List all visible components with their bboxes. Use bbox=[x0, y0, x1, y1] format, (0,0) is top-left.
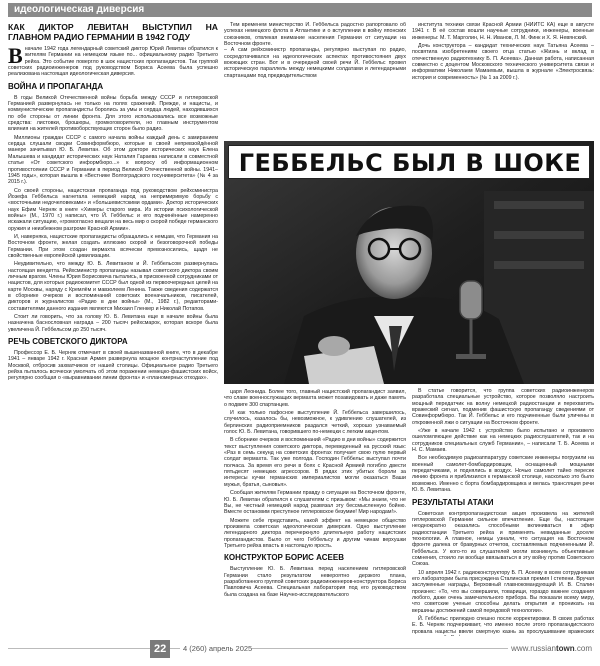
photo-banner bbox=[228, 145, 590, 179]
intro-text: начале 1942 года легендарный советский диктор Юрий Левитан обратился к жителям Германии на немецком языке по... официальному радио Третьего рейха. Это событие повергло в шок нацистских пропагандистов. Так группой советских радиоинженеров под руководством Бориса Асеева была успешно реализована настоящая идеологическая диверсия. bbox=[8, 46, 218, 78]
subheading-results: РЕЗУЛЬТАТЫ АТАКИ bbox=[412, 497, 494, 507]
paragraph: В сборнике очерков и воспоминаний «Радио в дни войны» содержится текст выступления советского диктора, переведенный на русский язык: «Раз в семь секунд на советских фронтах получает свою пулю первый солдат вермахта. Так уже полгода. Господин Геббельс выступал почти полчаса. За время его речи в боях с Красной Армией погибло двести пятьдесят немецких агрессоров. В рядах этих убитых бороли за интересы кучки германских империалистов могли оказаться Ваши мужья, братья, сыновья». bbox=[224, 437, 406, 488]
paragraph: И как только пафосное выступление Й. Геббельса завершилось, случилось, казалось бы, невозможное, к удивлению слушателей, из берлинских радиоприемников раздался четкий, хорошо узнаваемый голос Ю. Б. Левитана, говорившего по-немецки с легким акцентом. bbox=[224, 410, 406, 436]
footer-rule bbox=[8, 648, 592, 649]
subheading-voice: РЕЧЬ СОВЕТСКОГО ДИКТОРА bbox=[8, 337, 128, 347]
paragraph: Сообщая жителям Германии правду о ситуации на Восточном фронте, Ю. Б. Левитан обратился к слушателям с призывом: «Мы знаем, что не Вы, не честный немецкий народ развязал эту бессмысленную бойню. Вместе остановим преступное гитлеровское безумие! Мир народам!». bbox=[224, 490, 406, 516]
section-label: идеологическая диверсия bbox=[14, 4, 145, 15]
issue-label: 4 (260) апрель 2025 bbox=[180, 642, 252, 656]
paragraph: И, наверняка, нацистские пропагандисты обращались к немцам, что Германия на Восточном фронте, желая создать иллюзию скорой и безоговорочной победы Германии. При этом создан вермахта всячески превозносились, щадя не свойственные европейской цивилизации. bbox=[8, 233, 218, 259]
paragraph: Советская контрпропагандистская акция произвела на жителей гитлеровской Германии сильное впечатление. Еще бы, настоящее неоднократно оказались способными вклиниваться в эфир радиостанции Третьего рейха и применять невиданные доселе технологии. А главное, немцы узнали, что ситуация на Восточном фронте далека от бравурных отчетов, составляемых подчиненными Й. Геббельса. У кого-то из слушателей могли возникнуть объективные сомнения, стоило ли вообще ввязываться в эту войну против Советского Союза. bbox=[412, 510, 594, 568]
article-column-1 bbox=[8, 22, 218, 634]
site-url bbox=[508, 642, 592, 656]
paragraph: Стоит ли говорить, что за голову Ю. Б. Левитана еще в начале войны была назначена баснословная награда – 200 тысяч рейхсмарок, которая вскоре была увеличена Й. Геббельсом до 250 тысяч. bbox=[8, 314, 218, 333]
paragraph: Профессор Е. Б. Черняк отмечает в своей вышеназванной книге, что в декабре 1941 – январе 1942 г. Красная Армия развернула мощное контрнаступление под Москвой, отбросив захватчиков от нашей столицы. Официальное радио Третьего рейха пыталось всячески умолчать об этом поражении немецко-фашистских войск, регулярно сообщая о «выравнивании линии фронта» и «планомерных отходах». bbox=[8, 350, 218, 382]
page-footer bbox=[0, 640, 600, 660]
site-suffix: .com bbox=[574, 644, 592, 653]
intro-paragraph bbox=[8, 43, 218, 78]
paragraph: Все необходимую радиоаппаратуру советские инженеры погрузили на военный самолет-бомбардировщик, оснащенный мощными передатчиками, и поднялись в воздух. Ночью самолет тайно пересек линию фронта и приблизился к германской столице, насколько это было возможно. Именно с борта бомбардировщика и велась трансляция речи Ю. Б. Левитана. bbox=[412, 455, 594, 494]
photo-title: ГЕББЕЛЬС БЫЛ В ШОКЕ bbox=[238, 149, 582, 177]
paragraph: царя Леонида. Более того, главный нацистский пропагандист заявил, что славе военнослужащих вермахта может позавидовать и даже память о подвиге 300 спартанцев. bbox=[224, 389, 406, 408]
paragraph: Со своей стороны, нацистская пропаганда под руководством рейхсминистра Йозефа Геббельса нагнетала немецкий народ на непримиримую борьбу с «восточными недочеловеками» и «большевистскими ордами». Доктор исторических наук Ефим Черняк в книге «Химеры старого мира. Из истории психологической войны» (М., 1970 г.) написал, что Й. Геббельс и его подчинённые намеренно искажали ситуацию, «громогласно вещали на весь мир о скорой победе германского оружия и неизбежном разгроме Красной Армии». bbox=[8, 187, 218, 232]
paragraph: В годы Великой Отечественной войны борьба между СССР и гитлеровской Германией развернулась не только на полях сражений. Прежде, и нацисты, и коммунистические пропагандисты боролись за умы и сердца людей, находившихся по обе стороны от линии фронта. Для этого использовались все возможные средства: листовки, брошюры, громкоговорители, но главным инструментом влияния на жителей противоборствующих сторон было радио. bbox=[8, 94, 218, 133]
paragraph: института техники связи Красной Армии (НИИТС КА) еще в августе 1941 г. В её состав вошли научные сотрудники, инженеры, военные инженеры: М. Т. Марголин, Н. Н. Иванов, Л. М. Финк и Х. Я. Невянский. bbox=[412, 22, 594, 41]
header-bar bbox=[0, 0, 600, 18]
paragraph: Неудивительно, что между Ю. Б. Левитаном и Й. Геббельсом развернулась настоящая вендетта. Рейхсминистр пропаганды называл советского диктора своим личным врагом. Члены Юрия Борисовича пытались, в присвоенной сотрудниками от нацистов, для которых радиокомитет СССР был одной из первоочередных целей на карте Москвы, наряду с Кремлём и мавзолеем Ленина. Также сведения содержатся в сборнике очерков и воспоминаний советских военачальников, писателей, дикторов и журналистов «Радио в дни войны» (М., 1982 г.), редакторами-составителями данного издания являются Михаил Гленкер и Николай Потапов. bbox=[8, 261, 218, 312]
paragraph: Миллионы граждан СССР с самого начала войны каждый день с замиранием сердца слушали сводки Совинформбюро, которые в своей непревзойдённой манере зачитывал Ю. Б. Левитан. Об этом докторе исторических наук Елена Малышева и кандидат исторических наук Наталия Гараева написали в совместной статье «От советского информбюро...» к вопросу об информационном противостоянии СССР и Германии в период Великой Отечественной войны. 1941–1945 годы», которая вышла в «Вестнике Волгоградского госуниверситета» (№ 4 за 2015 г.). bbox=[8, 134, 218, 186]
paragraph: Можете себе представить, какой эффект на немецкое общество произвела советская идеологическая диверсия. Одно выступление легендарного диктора перечеркнуло длительную работу нацистских пропагандистов. Было от чего Геббельсу и другим чинам верхушки Третьего рейха впасть в настоящую ярость. bbox=[224, 517, 406, 549]
drop-cap: В bbox=[8, 43, 23, 68]
paragraph: 10 апреля 1942 г. радиоконструктору Б. П. Асееву в всем сотрудникам его лаборатории была присуждена Сталинская премия I степени. Вручая заслуженные награды, Верховный главнокомандующий И. В. Сталин произнес: «То, что вы совершили, товарищи, гораздо важнее создания любого, даже очень замечательного прибора. Вы показали всему миру, что советские ученые способны делать открытия и проникать на вершины достижений самой передовой технологии». bbox=[412, 569, 594, 614]
subheading-constructor: КОНСТРУКТОР БОРИС АСЕЕВ bbox=[224, 553, 344, 563]
subheading-war: ВОЙНА И ПРОПАГАНДА bbox=[8, 81, 104, 91]
paragraph: Выступление Ю. Б. Левитана перед населением гитлеровской Германии стало результатом невероятно дерзкого плана, разработанного группой советских радиоинженеров-конструктора Бориса Павловича Асеева. Специальная лаборатория под его руководством была создана на базе Научно-исследовательского bbox=[224, 566, 406, 598]
article-headline: КАК ДИКТОР ЛЕВИТАН ВЫСТУПИЛ НА ГЛАВНОМ РАДИО ГЕРМАНИИ В 1942 ГОДУ bbox=[8, 22, 218, 42]
page-number: 22 bbox=[150, 640, 170, 658]
paragraph: В статье говорится, что группа советских радиоинженеров разработала специальные устройство, которое позволяло настроить мощный передатчик на волну немецкой радиостанции и перехватить вражеский сигнал, подменив фашистскую пропаганду сведениями от Совинформбюро. Так Й. Геббельс и его подчиненные были уличены в откровенной лжи о ситуации на Восточном фронте. bbox=[412, 388, 594, 426]
paragraph: Дочь конструктора – кандидат технических наук Татьяна Асеева – посвятила изобретениям своего отца статью «Жизнь и вклад в отечественную радиотехнику Б. П. Асеева». Данная работа, написанная совместно с доцентом Московского технического университета связи и информатики Николаем Мамаевым, вышла в журнале «Электросвязь: история и современность» (№ 1 за 2009 г.). bbox=[412, 43, 594, 81]
site-bold: town bbox=[555, 644, 575, 653]
site-prefix: www.russian bbox=[511, 644, 556, 653]
paragraph: «Уже в начале 1942 г. устройство было испытано и произвело ошеломляющее действие как на немецких радиослушателей, так и на сотрудников специальных служб Германии», – написали Т. Б. Асеева и Н. С. Мамаев. bbox=[412, 428, 594, 454]
article-column-3-lower bbox=[412, 388, 594, 636]
paragraph: Й. Геббельс прилюдно спешно после корректировки. В своих работах Е. Б. Черняк подчеркивает, что именно после этого пропагандистского провала нацисты ввели смертную казнь за прослушивание вражеских bbox=[412, 616, 594, 635]
article-photo bbox=[224, 141, 594, 384]
paragraph: Тем временем министерство Й. Геббельса радостно рапортовало об успехах немецкого флота в Атлантике и о вступлении в войну японских союзников, отвлекая внимание населения Германии от ситуации на Восточном фронте. – А сам рейхсминистр пропаганды, регулярно выступая по радио, сосредотачивался на идеологических аспектах противостояния двух воюющих стран. Вот и в очередной своей речи Й. Геббельс провел историческую параллель между немецкими солдатами и легендарными спартанцами под предводительством bbox=[224, 22, 406, 79]
